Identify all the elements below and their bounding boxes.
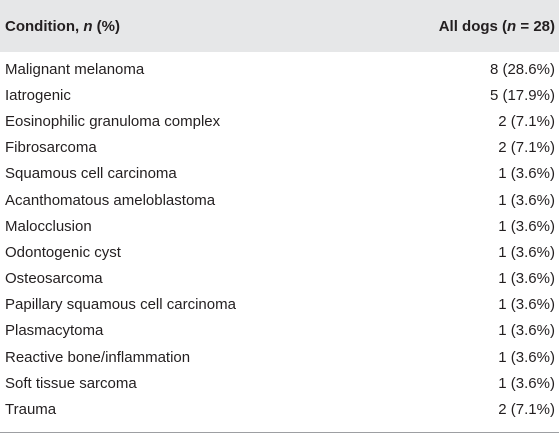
header-condition-suffix: (%) — [92, 17, 120, 35]
row-condition: Iatrogenic — [5, 86, 71, 104]
row-value: 1 (3.6%) — [498, 165, 555, 183]
table-row — [0, 344, 559, 370]
row-value: 1 (3.6%) — [498, 270, 555, 288]
table-header — [0, 0, 559, 52]
header-all-suffix: = 28) — [516, 17, 555, 35]
row-condition: Plasmacytoma — [5, 322, 104, 340]
header-row — [0, 0, 559, 52]
table-row — [0, 82, 559, 108]
table-row — [0, 213, 559, 239]
table-row — [0, 135, 559, 161]
table-bottom-rule — [0, 432, 559, 433]
row-condition: Osteosarcoma — [5, 270, 103, 288]
row-value: 2 (7.1%) — [498, 112, 555, 130]
row-condition: Soft tissue sarcoma — [5, 374, 137, 392]
row-value: 1 (3.6%) — [498, 348, 555, 366]
row-condition: Eosinophilic granuloma complex — [5, 112, 221, 130]
table-row — [0, 108, 559, 134]
table-row — [0, 266, 559, 292]
row-condition: Squamous cell carcinoma — [5, 165, 177, 183]
table-body — [0, 52, 559, 423]
row-condition: Papillary squamous cell carcinoma — [5, 296, 236, 314]
table-row — [0, 239, 559, 265]
header-all-n: n — [507, 17, 517, 35]
row-value: 1 (3.6%) — [498, 374, 555, 392]
table-row — [0, 292, 559, 318]
table-row — [0, 161, 559, 187]
row-value: 1 (3.6%) — [498, 243, 555, 261]
row-value: 5 (17.9%) — [489, 86, 555, 104]
row-value: 1 (3.6%) — [498, 296, 555, 314]
row-value: 8 (28.6%) — [489, 60, 555, 78]
row-value: 1 (3.6%) — [498, 322, 555, 340]
header-condition — [0, 0, 370, 52]
row-condition: Odontogenic cyst — [5, 243, 121, 261]
table-row — [0, 318, 559, 344]
row-condition: Fibrosarcoma — [5, 139, 97, 157]
table-row — [0, 370, 559, 396]
row-condition: Trauma — [5, 401, 57, 419]
row-condition: Acanthomatous ameloblastoma — [5, 191, 216, 209]
row-condition: Malocclusion — [5, 217, 92, 235]
row-condition: Reactive bone/inflammation — [5, 348, 191, 366]
table-row — [0, 187, 559, 213]
row-value: 2 (7.1%) — [498, 139, 555, 157]
header-condition-n: n — [83, 17, 93, 35]
row-value: 1 (3.6%) — [498, 191, 555, 209]
table-row — [0, 396, 559, 422]
header-all-dogs — [370, 0, 559, 52]
header-condition-prefix: Condition, — [5, 17, 84, 35]
header-all-prefix: All dogs ( — [438, 17, 508, 35]
table-row — [0, 56, 559, 82]
row-value: 1 (3.6%) — [498, 217, 555, 235]
row-condition: Malignant melanoma — [5, 60, 145, 78]
row-value: 2 (7.1%) — [498, 401, 555, 419]
